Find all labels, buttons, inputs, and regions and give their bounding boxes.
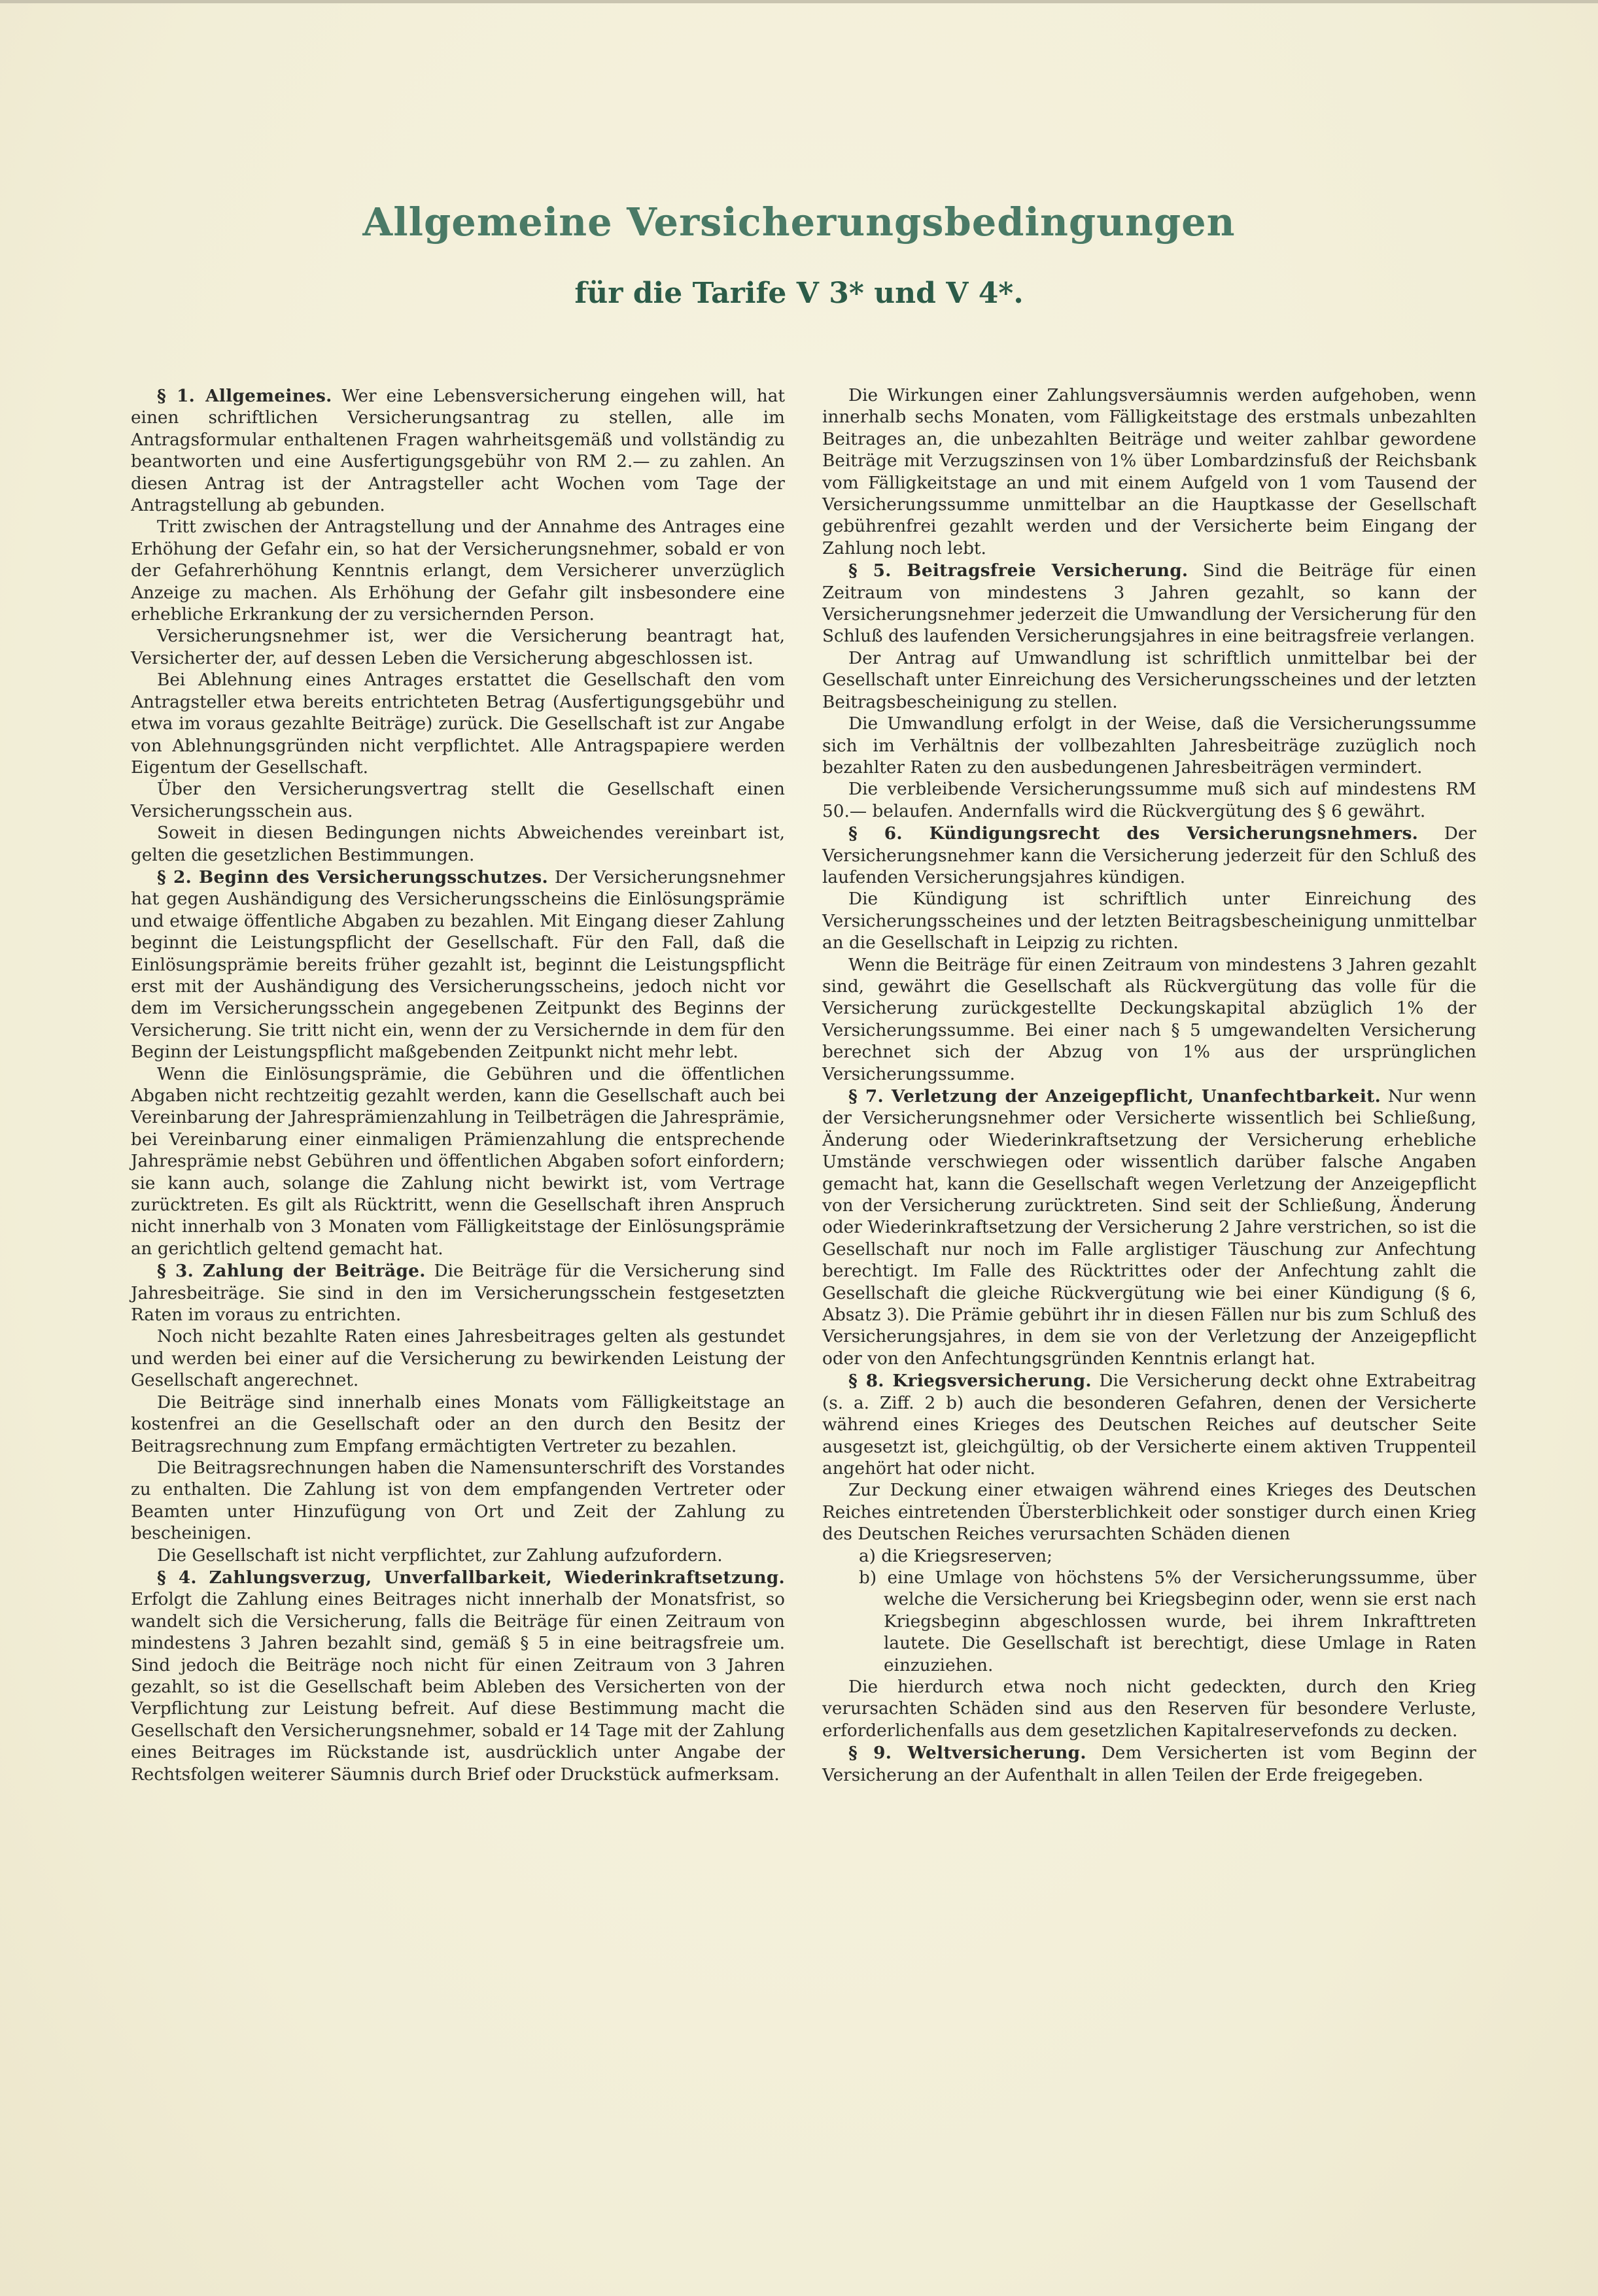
paragraph xyxy=(131,1064,785,1261)
section-heading: § 4. Zahlungsverzug, Unverfallbarkeit, Wiederinkraftsetzung. xyxy=(157,1567,785,1588)
right-column xyxy=(822,385,1476,1787)
paragraph-text: Sind die Beiträge für einen Zeitraum von mindestens 3 Jahren gezahlt, so kann der Versicherungsnehmer jederzeit die Umwandlung der Versicherung für den Schluß des laufenden Versicherungsjahres in eine beitragsfreie verlangen. xyxy=(822,561,1476,647)
paragraph xyxy=(822,955,1476,1086)
paragraph-text: Tritt zwischen der Antragstellung und der Annahme des Antrages eine Erhöhung der Gefahr ein, so hat der Versicherungsnehmer, sobald er von der Gefahrerhöhung Kenntnis erlangt, dem Versicherer unverzüglich Anzeige zu machen. Als Erhöhung der Gefahr gilt insbesondere eine erhebliche Erkrankung der zu versichernden Person. xyxy=(131,517,785,625)
section-paragraph xyxy=(131,866,785,1064)
section-paragraph xyxy=(822,823,1476,889)
section-heading: § 8. Kriegsversicherung. xyxy=(848,1371,1092,1392)
section-paragraph xyxy=(822,1742,1476,1787)
paragraph-text: Wenn die Einlösungsprämie, die Gebühren und die öffentlichen Abgaben nicht rechtzeitig gezahlt werden, kann die Gesellschaft auch bei Vereinbarung der Jahresprämienzahlung in Teilbeträgen die Jahresprämie, bei Vereinbarung einer einmaligen Prämienzahlung die entsprechende Jahresprämie nebst Gebühren und öffentlichen Abgaben sofort einfordern; sie kann auch, solange die Zahlung nicht bewirkt ist, vom Vertrage zurücktreten. Es gilt als Rücktritt, wenn die Gesellschaft ihren Anspruch nicht innerhalb von 3 Monaten vom Fälligkeitstage der Einlösungsprämie an gerichtlich geltend gemacht hat. xyxy=(131,1064,785,1259)
section-heading: § 9. Weltversicherung. xyxy=(848,1743,1086,1764)
paragraph-text: Der Versicherungsnehmer kann die Versicherung jederzeit für den Schluß des laufenden Versicherungsjahres kündigen. xyxy=(822,824,1477,887)
subtitle-and: und xyxy=(863,277,947,310)
paragraph-text: Wenn die Beiträge für einen Zeitraum von mindestens 3 Jahren gezahlt sind, gewährt die Gesellschaft als Rückvergütung das volle für die Versicherung zurückgestellte Deckungskapital abzüglich 1% der Versicherungssumme. Bei einer nach § 5 umgewandelten Versicherung berechnet sich der Abzug von 1% aus der ursprünglichen Versicherungssumme. xyxy=(822,955,1476,1084)
paragraph-text: Soweit in diesen Bedingungen nichts Abweichendes vereinbart ist, gelten die gesetzlichen Bestimmungen. xyxy=(131,823,785,865)
paragraph xyxy=(822,889,1476,954)
paragraph xyxy=(131,670,785,779)
paragraph-text: Noch nicht bezahlte Raten eines Jahresbeitrages gelten als gestundet und werden bei einer auf die Versicherung zu bewirkenden Leistung der Gesellschaft angerechnet. xyxy=(131,1327,785,1391)
paragraph xyxy=(131,517,785,626)
paragraph xyxy=(822,1480,1476,1545)
paragraph-text: Die Beiträge für die Versicherung sind Jahresbeiträge. Sie sind in den im Versicherungsschein festgesetzten Raten im voraus zu entrichten. xyxy=(131,1261,785,1326)
paragraph xyxy=(131,1458,785,1545)
section-paragraph xyxy=(131,385,785,517)
left-column xyxy=(131,385,785,1786)
section-paragraph xyxy=(822,1370,1476,1480)
paragraph-text: Die Versicherung deckt ohne Extrabeitrag (s. a. Ziff. 2 b) auch die besonderen Gefahren, denen der Versicherte während eines Krieges des Deutschen Reiches auf deutscher Seite ausgesetzt ist, gleichgültig, ob der Versicherte einem aktiven Truppenteil angehört hat oder nicht. xyxy=(822,1371,1476,1479)
document-subtitle xyxy=(0,277,1598,310)
paragraph-text: Die Umwandlung erfolgt in der Weise, daß die Versicherungssumme sich im Verhältnis der vollbezahlten Jahresbeiträge zuzüglich noch bezahlter Raten zu den ausbedungenen Jahresbeiträgen vermindert. xyxy=(822,714,1476,778)
paragraph xyxy=(131,1545,785,1567)
section-heading: § 5. Beitragsfreie Versicherung. xyxy=(848,560,1189,581)
paragraph-text: Die Gesellschaft ist nicht verpflichtet, zur Zahlung aufzufordern. xyxy=(157,1545,723,1566)
section-heading: § 1. Allgemeines. xyxy=(157,386,332,406)
section-heading: § 7. Verletzung der Anzeigepflicht, Unanfechtbarkeit. xyxy=(848,1086,1381,1106)
paragraph-text: Versicherungsnehmer ist, wer die Versicherung beantragt hat, Versicherter der, auf dessen Leben die Versicherung abgeschlossen ist. xyxy=(131,626,785,668)
paragraph xyxy=(131,626,785,670)
paragraph-text: Die Wirkungen einer Zahlungsversäumnis werden aufgehoben, wenn innerhalb sechs Monaten, vom Fälligkeitstage des erstmals unbezahlten Beitrages an, die unbezahlten Beiträge und weiter zahlbar gewordene Beiträge mit Verzugszinsen von 1% über Lombardzinsfuß der Reichsbank vom Fälligkeitstage an und mit einem Aufgeld von 1 vom Tausend der Versicherungssumme unmittelbar an die Hauptkasse der Gesellschaft gebührenfrei gezahlt werden und der Versicherte beim Eingang der Zahlung noch lebt. xyxy=(822,386,1476,558)
tariff-v4: V 4*. xyxy=(946,277,1024,310)
paragraph-text: Die Beitragsrechnungen haben die Namensunterschrift des Vorstandes zu enthalten. Die Zahlung ist von dem empfangenden Vertreter oder Beamten unter Hinzufügung von Ort und Zeit der Zahlung zu bescheinigen. xyxy=(131,1458,785,1544)
paragraph-text: Der Versicherungsnehmer hat gegen Aushändigung des Versicherungsscheins die Einlösungsprämie und etwaige öffentliche Abgaben zu bezahlen. Mit Eingang dieser Zahlung beginnt die Leistungspflicht der Gesellschaft. Für den Fall, daß die Einlösungsprämie bereits früher gezahlt ist, beginnt die Leistungspflicht erst mit der Aushändigung des Versicherungsscheins, jedoch nicht vor dem im Versicherungsschein angegebenen Zeitpunkt des Beginns der Versicherung. Sie tritt nicht ein, wenn der zu Versichernde in dem für den Beginn der Leistungspflicht maßgebenden Zeitpunkt nicht mehr lebt. xyxy=(131,867,785,1063)
section-heading: § 3. Zahlung der Beiträge. xyxy=(157,1261,426,1282)
paragraph-text: Die hierdurch etwa noch nicht gedeckten, durch den Krieg verursachten Schäden sind aus den Reserven für besondere Verluste, erforderlichenfalls aus dem gesetzlichen Kapitalreservefonds zu decken. xyxy=(822,1677,1476,1741)
paragraph xyxy=(131,1326,785,1392)
section-heading: § 6. Kündigungsrecht des Versicherungsnehmers. xyxy=(848,823,1419,844)
paragraph xyxy=(131,779,785,823)
paragraph-text: Dem Versicherten ist vom Beginn der Versicherung an der Aufenthalt in allen Teilen der Erde freigegeben. xyxy=(822,1743,1476,1785)
section-heading: § 2. Beginn des Versicherungsschutzes. xyxy=(157,866,548,887)
section-paragraph xyxy=(131,1567,785,1786)
tariff-v3: V 3* xyxy=(796,277,864,310)
paragraph-text: Erfolgt die Zahlung eines Beitrages nicht innerhalb der Monatsfrist, so wandelt sich die Versicherung, falls die Beiträge für einen Zeitraum von mindestens 3 Jahren bezahlt sind, gemäß § 5 in eine beitragsfreie um. Sind jedoch die Beiträge noch nicht für einen Zeitraum von 3 Jahren gezahlt, so ist die Gesellschaft beim Ableben des Versicherten von der Verpflichtung zur Leistung befreit. Auf diese Bestimmung macht die Gesellschaft den Versicherungsnehmer, sobald er 14 Tage mit der Zahlung eines Beitrages im Rückstande ist, ausdrücklich unter Angabe der Rechtsfolgen weiterer Säumnis durch Brief oder Druckstück aufmerksam. xyxy=(131,1590,785,1785)
paragraph-text: Zur Deckung einer etwaigen während eines Krieges des Deutschen Reiches eintretenden Übersterblichkeit oder sonstiger durch einen Krieg des Deutschen Reiches verursachten Schäden dienen xyxy=(822,1481,1476,1545)
paragraph xyxy=(822,779,1476,823)
paragraph xyxy=(822,1677,1476,1742)
paragraph xyxy=(131,1392,785,1458)
paragraph-text: Die verbleibende Versicherungssumme muß sich auf mindestens RM 50.— belaufen. Andernfalls wird die Rückvergütung des § 6 gewährt. xyxy=(822,780,1476,821)
paragraph xyxy=(131,823,785,866)
section-paragraph xyxy=(131,1260,785,1326)
section-paragraph xyxy=(822,1086,1476,1370)
document-title: Allgemeine Versicherungsbedingungen xyxy=(362,199,1236,245)
paragraph-text: Über den Versicherungsvertrag stellt die Gesellschaft einen Versicherungsschein aus. xyxy=(131,780,785,821)
paragraph-text: Bei Ablehnung eines Antrages erstattet die Gesellschaft den vom Antragsteller etwa bereits entrichteten Betrag (Ausfertigungsgebühr und etwa im voraus gezahlte Beiträge) zurück. Die Gesellschaft ist zur Angabe von Ablehnungsgründen nicht verpflichtet. Alle Antragspapiere werden Eigentum der Gesellschaft. xyxy=(131,670,785,778)
paragraph-text: Nur wenn der Versicherungsnehmer oder Versicherte wissentlich bei Schließung, Änderung oder Wiederinkraftsetzung der Versicherung erhebliche Umstände verschwiegen oder wissentlich darüber falsche Angaben gemacht hat, kann die Gesellschaft wegen Verletzung der Anzeigepflicht von der Versicherung zurücktreten. Sind seit der Schließung, Änderung oder Wiederinkraftsetzung der Versicherung 2 Jahre verstrichen, so ist die Gesellschaft nur noch im Falle arglistiger Täuschung zur Anfechtung berechtigt. Im Falle des Rücktrittes oder der Anfechtung zahlt die Gesellschaft die gleiche Rückvergütung wie bei einer Kündigung (§ 6, Absatz 3). Die Prämie gebührt ihr in diesen Fällen nur bis zum Schluß des Versicherungsjahres, in dem sie von der Verletzung der Anzeigepflicht oder von den Anfechtungsgründen Kenntnis erlangt hat. xyxy=(822,1087,1476,1369)
list-item: a) die Kriegsreserven; xyxy=(859,1546,1052,1566)
paragraph xyxy=(822,648,1476,713)
list-item: b) eine Umlage von höchstens 5% der Versicherungssumme, über welche die Versicherung bei Kriegsbeginn oder, wenn sie erst nach Kriegsbeginn abgeschlossen wurde, bei ihrem Inkrafttreten lautete. Die Gesellschaft ist berechtigt, diese Umlage in Raten einzuziehen. xyxy=(859,1568,1476,1675)
paragraph-text: Die Beiträge sind innerhalb eines Monats vom Fälligkeitstage an kostenfrei an die Gesellschaft oder an den durch den Besitz der Beitragsrechnung zum Empfang ermächtigten Vertreter zu bezahlen. xyxy=(131,1392,785,1456)
enumerated-list xyxy=(822,1546,1476,1677)
section-paragraph xyxy=(822,560,1476,648)
subtitle-prefix: für die Tarife xyxy=(574,277,797,310)
paragraph-text: Der Antrag auf Umwandlung ist schriftlich unmittelbar bei der Gesellschaft unter Einreichung des Versicherungsscheines und der letzten Beitragsbescheinigung zu stellen. xyxy=(822,648,1476,712)
paragraph xyxy=(822,385,1476,560)
paragraph-text: Die Kündigung ist schriftlich unter Einreichung des Versicherungsscheines und der letzten Beitragsbescheinigung unmittelbar an die Gesellschaft in Leipzig zu richten. xyxy=(822,889,1476,953)
paragraph xyxy=(822,713,1476,779)
paragraph-text: Wer eine Lebensversicherung eingehen will, hat einen schriftlichen Versicherungsantrag zu stellen, alle im Antragsformular enthaltenen Fragen wahrheitsgemäß und vollständig zu beantworten und eine Ausfertigungsgebühr von RM 2.— zu zahlen. An diesen Antrag ist der Antragsteller acht Wochen vom Tage der Antragstellung ab gebunden. xyxy=(131,386,785,516)
